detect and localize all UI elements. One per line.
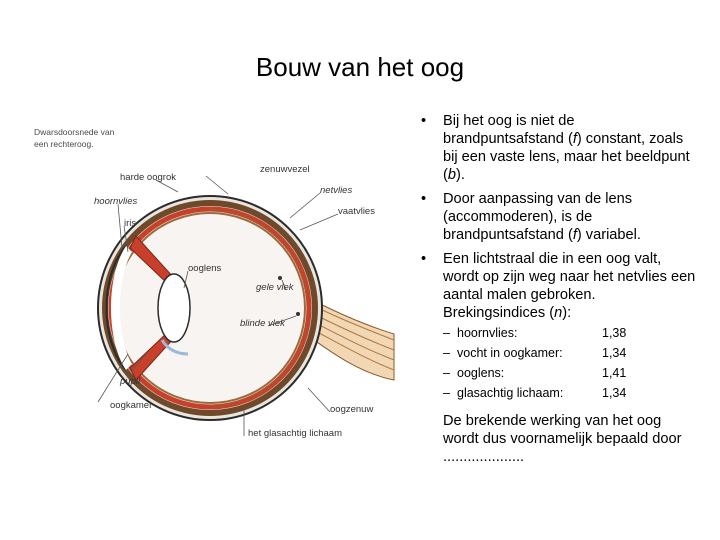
refraction-index-list [443,326,696,406]
label-oogzenuw: oogzenuw [330,404,374,415]
label-vaatvlies: vaatvlies [338,206,375,217]
label-gele-vlek: gele vlek [256,282,294,293]
label-hoornvlies: hoornvlies [94,196,138,207]
bullet-dot: • [421,251,427,267]
bullet-item-3: • Een lichtstraal die in een oog valt, wordt op zijn weg naar het netvlies een aantal malen gebroken. Brekingsindices (n): – hoornvlies: 1,38 – vocht in oogkamer: 1,34 – ooglens: 1,41 – glasachtig lichaam: 1,34 [421,250,696,406]
label-blinde-vlek: blinde vlek [240,318,285,329]
label-oogkamer: oogkamer [110,400,153,411]
eye-cross-section-diagram [28,118,400,458]
index-item: – vocht in oogkamer: 1,34 [443,346,627,360]
bullet-dot: • [421,191,427,207]
eye-diagram-svg [28,118,400,458]
label-glasachtig-lichaam: het glasachtig lichaam [248,428,342,439]
label-pupil: pupil [120,376,141,387]
diagram-caption-line1: Dwarsdoorsnede van [34,127,115,137]
bullet-item-2: • Door aanpassing van de lens (accommoderen), is de brandpuntsafstand (f) variabel. [421,191,641,243]
conclusion-text: De brekende werking van het oog wordt dus voornamelijk bepaald door .................... [443,413,682,465]
index-item: – ooglens: 1,41 [443,366,627,380]
label-netvlies: netvlies [320,185,353,196]
bullet-list [421,112,696,466]
index-item: – glasachtig lichaam: 1,34 [443,386,627,400]
bullet-dot: • [421,113,427,129]
diagram-caption-line2: een rechteroog. [34,139,94,149]
label-iris: iris [124,218,137,229]
bullet-item-1: • Bij het oog is niet de brandpuntsafstand (f) constant, zoals bij een vaste lens, maar het beeldpunt (b). [421,113,690,183]
yellow-spot-marker [278,276,282,280]
index-item: – hoornvlies: 1,38 [443,326,627,340]
slide-title: Bouw van het oog [255,52,465,82]
label-zenuwvezel: zenuwvezel [260,164,310,175]
blind-spot-marker [296,312,300,316]
label-ooglens: ooglens [188,263,222,274]
label-harde-oogrok: harde oogrok [120,172,176,183]
